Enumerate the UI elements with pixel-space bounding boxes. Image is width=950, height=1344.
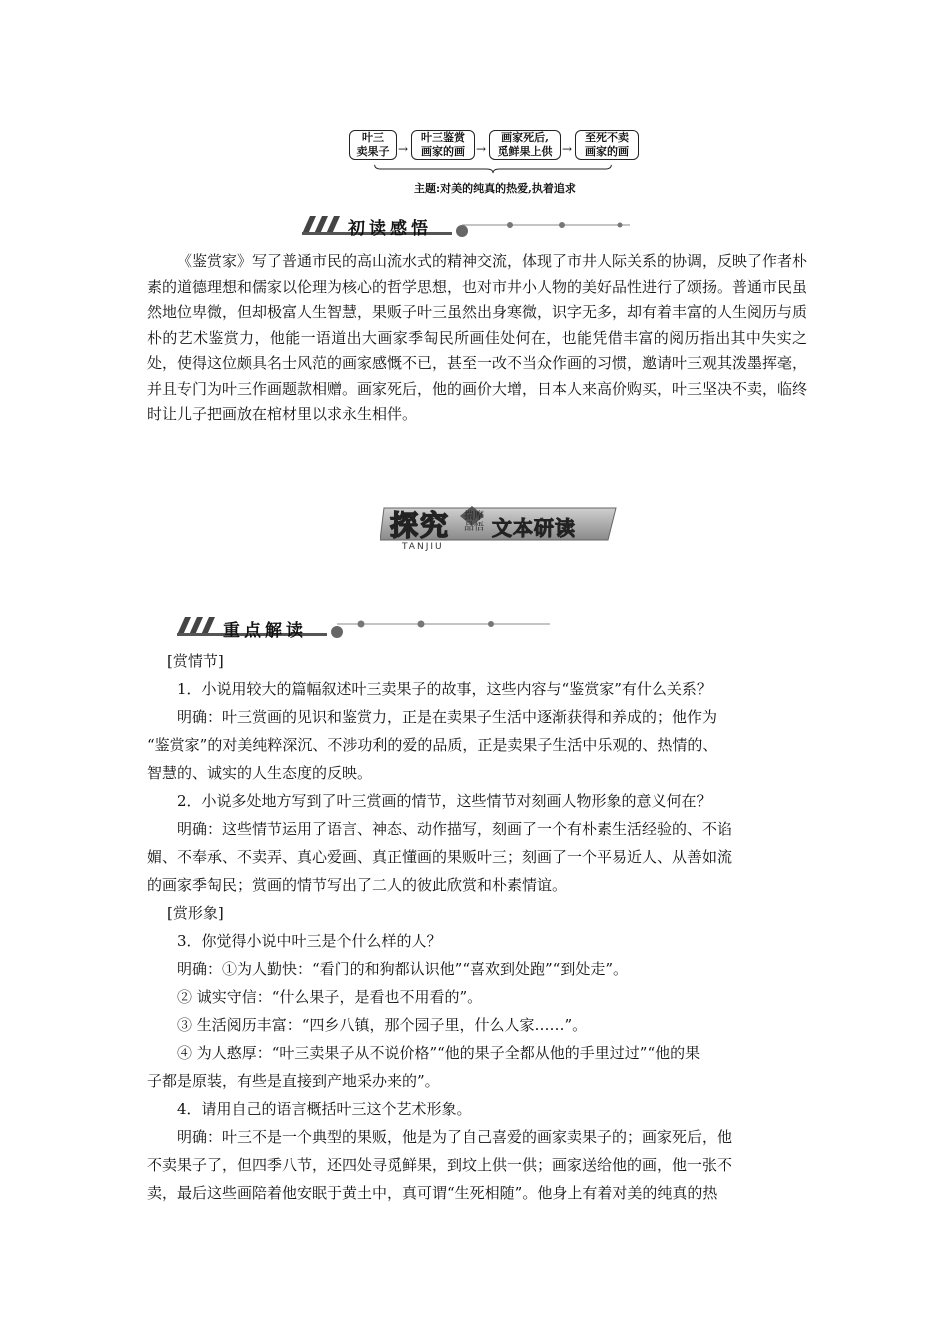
flow-box-4: 至死不卖 画家的画 [575,130,639,160]
text-line: 的画家季匋民；赏画的情节写出了二人的彼此欣赏和朴素情谊。 [147,876,568,894]
text-line: 明确：①为人勤快：“看门的和狗都认识他”“喜欢到处跑”“到处走”。 [177,960,629,978]
flowchart [345,128,645,198]
text-line: 3．你觉得小说中叶三是个什么样的人？ [177,932,442,950]
text-line: [赏形象] [167,904,224,922]
flow-box-1: 叶三 卖果子 [349,130,397,160]
intro-paragraph: 《鉴赏家》写了普通市民的高山流水式的精神交流，体现了市井人际关系的协调，反映了作者朴素的道德理想和儒家以伦理为核心的哲学思想，也对市井小人物的美好品性进行了颂扬。普通市民虽然地位卑微，但却极富人生智慧，果贩子叶三虽然出身寒微，识字无多，却有着丰富的人生阅历与质朴的艺术鉴赏力，他能一语道出大画家季匋民所画佳处何在，也能凭借丰富的阅历指出其中失实之处，使得这位颇具名士风范的画家感慨不已，甚至一改不当众作画的习惯，邀请叶三观其泼墨挥毫，并且专门为叶三作画题款相赠。画家死后，他的画价大增，日本人来高价购买，叶三坚决不卖，临终时让儿子把画放在棺材里以求永生相伴。 [147,252,808,423]
banner-pinyin: TANJIU [402,542,444,552]
text-line: ④ 为人憨厚：“叶三卖果子从不说价格”“他的果子全都从他的手里过过”“他的果 [177,1044,701,1062]
text-line: [赏情节] [167,652,224,670]
text-line: 2．小说多处地方写到了叶三赏画的情节，这些情节对刻画人物形象的意义何在？ [177,792,712,810]
flow-box-2: 叶三鉴赏 画家的画 [411,130,475,160]
text-line: 智慧的、诚实的人生态度的反映。 [147,764,373,782]
banner-sub: 文本研读 [492,516,576,540]
text-line: ② 诚实守信：“什么果子，是看也不用看的”。 [177,988,483,1006]
arrow-right-icon: → [562,142,573,156]
brace-icon [349,164,637,174]
text-line: 媚、不奉承、不卖弄、真心爱画、真正懂画的果贩叶三；刻画了一个平易近人、从善如流 [147,848,733,866]
text-line: 明确：叶三赏画的见识和鉴赏力，正是在卖果子生活中逐渐获得和养成的；他作为 [177,708,718,726]
text-line: ③ 生活阅历丰富：“四乡八镇，那个园子里，什么人家……”。 [177,1016,588,1034]
flow-box-3: 画家死后, 觅鲜果上供 [489,130,561,160]
section-title-1: 初读感悟 [348,219,432,239]
text-line: 不卖果子了，但四季八节，还四处寻觅鲜果，到坟上供一供；画家送给他的画，他一张不 [147,1156,733,1174]
section-title-2: 重点解读 [223,621,307,641]
arrow-right-icon: → [476,142,487,156]
section-header-2 [175,613,555,641]
text-line: 明确：叶三不是一个典型的果贩，他是为了自己喜爱的画家卖果子的；画家死后，他 [177,1128,733,1146]
text-line: 卖，最后这些画陪着他安眠于黄土中，真可谓“生死相随”。他身上有着对美的纯真的热 [147,1184,718,1202]
banner-main: 探究 [390,509,451,542]
arrow-right-icon: → [398,142,409,156]
section-header-1 [300,212,640,240]
flow-theme: 主题:对美的纯真的热爱,执着追求 [414,182,576,195]
text-line: 1．小说用较大的篇幅叙述叶三卖果子的故事，这些内容与“鉴赏家”有什么关系？ [177,680,712,698]
banner-small-1: 揣摩 [464,511,484,522]
banner-small-2: 品悟 [464,522,484,533]
banner-tanjiu [380,500,620,558]
text-line: “鉴赏家”的对美纯粹深沉、不涉功利的爱的品质，正是卖果子生活中乐观的、热情的、 [147,736,718,754]
text-line: 子都是原装，有些是直接到产地采办来的”。 [147,1072,440,1090]
text-line: 明确：这些情节运用了语言、神态、动作描写，刻画了一个有朴素生活经验的、不谄 [177,820,733,838]
text-line: 4．请用自己的语言概括叶三这个艺术形象。 [177,1100,472,1118]
